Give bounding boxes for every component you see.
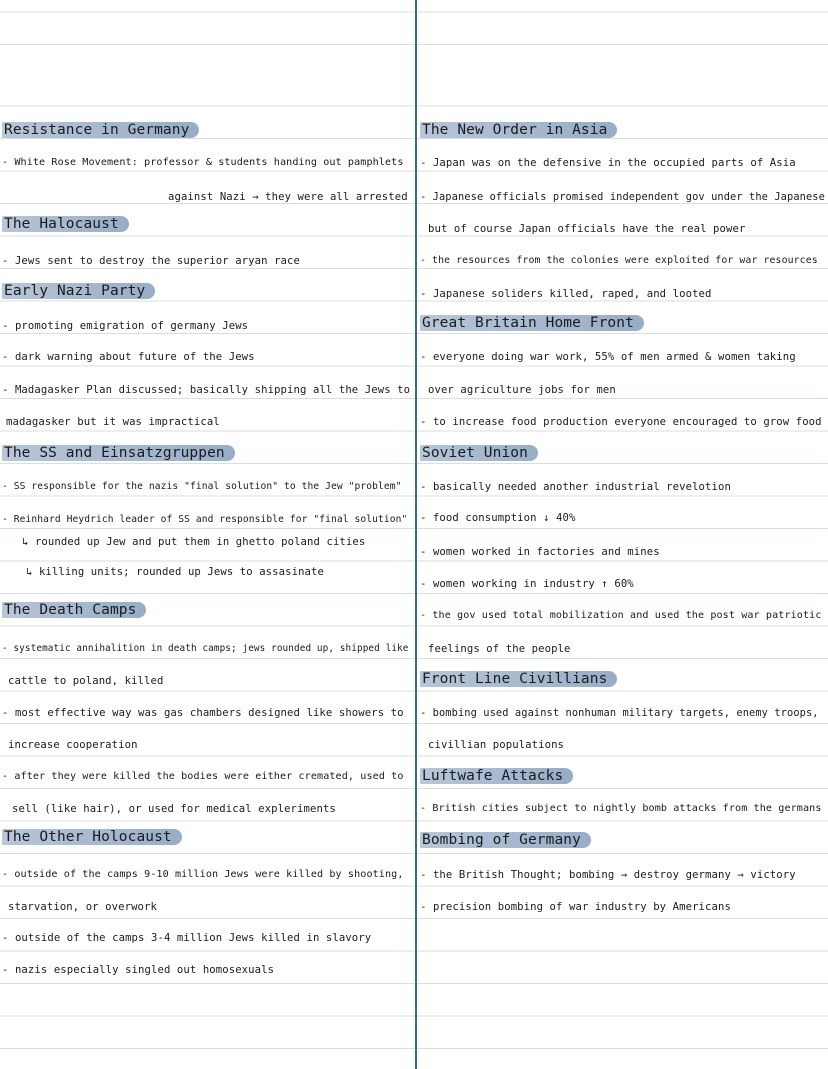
heading-early-nazi-party: Early Nazi Party [2,280,155,302]
note-line: - women working in industry ↑ 60% [420,578,634,590]
heading-the-new-order-in-asia: The New Order in Asia [420,119,617,141]
heading-great-britain-home-front: Great Britain Home Front [420,312,644,334]
note-line: - Japanese officials promised independent gov under the Japanese [420,191,825,203]
note-line: - basically needed another industrial revelotion [420,481,731,493]
note-line: - Reinhard Heydrich leader of SS and responsible for "final solution" [2,514,408,525]
note-line: - White Rose Movement: professor & students handing out pamphlets [2,157,404,168]
note-line: civillian populations [428,739,565,751]
note-line: sell (like hair), or used for medical expleriments [12,803,336,815]
note-line: - the gov used total mobilization and used the post war patriotic [420,610,822,621]
note-line: - to increase food production everyone encouraged to grow food [420,416,822,428]
note-line: - food consumption ↓ 40% [420,512,576,524]
note-line: - outside of the camps 3-4 million Jews killed in slavory [2,932,372,944]
note-line: - promoting emigration of germany Jews [2,320,249,332]
heading-bombing-of-germany: Bombing of Germany [420,829,591,851]
heading-soviet-union: Soviet Union [420,442,538,464]
note-line: over agriculture jobs for men [428,384,616,396]
heading-ss-and-einsatzgruppen: The SS and Einsatzgruppen [2,442,235,464]
note-line: - most effective way was gas chambers designed like showers to [2,707,404,719]
note-line: - women worked in factories and mines [420,546,660,558]
note-line: - bombing used against nonhuman military targets, enemy troops, [420,707,819,719]
heading-resistance-in-germany: Resistance in Germany [2,119,199,141]
note-line: - after they were killed the bodies were either cremated, used to [2,771,404,782]
heading-the-other-holocaust: The Other Holocaust [2,826,182,848]
note-line: - systematic annihalition in death camps; jews rounded up, shipped like [2,643,409,654]
note-line: - SS responsible for the nazis "final solution" to the Jew "problem" [2,481,402,492]
note-line: - British cities subject to nightly bomb attacks from the germans [420,803,822,814]
note-line: - Jews sent to destroy the superior aryan race [2,255,300,267]
note-line: - dark warning about future of the Jews [2,351,255,363]
note-line: cattle to poland, killed [8,675,164,687]
note-line: feelings of the people [428,643,571,655]
note-line: but of course Japan officials have the real power [428,223,746,235]
note-line: - the resources from the colonies were exploited for war resources [420,255,818,266]
heading-luftwafe-attacks: Luftwafe Attacks [420,765,573,787]
heading-the-death-camps: The Death Camps [2,599,146,621]
note-line: - Japanese soliders killed, raped, and looted [420,288,712,300]
note-line: - nazis especially singled out homosexuals [2,964,275,976]
note-line: madagasker but it was impractical [6,416,220,428]
note-line: - Madagasker Plan discussed; basically shipping all the Jews to [2,384,411,396]
note-line: - outside of the camps 9-10 million Jews were killed by shooting, [2,869,404,880]
center-divider-line [415,0,417,1069]
heading-front-line-civillians: Front Line Civillians [420,668,617,690]
note-line: ↳ rounded up Jew and put them in ghetto poland cities [22,536,366,548]
note-line: - the British Thought; bombing → destroy germany → victory [420,869,796,881]
heading-the-halocaust: The Halocaust [2,213,129,235]
note-line: against Nazi → they were all arrested [168,191,408,203]
note-line: increase cooperation [8,739,138,751]
note-line: starvation, or overwork [8,901,157,913]
note-line: - everyone doing war work, 55% of men armed & women taking [420,351,796,363]
note-line: - Japan was on the defensive in the occupied parts of Asia [420,157,796,169]
note-line: ↳ killing units; rounded up Jews to assasinate [26,566,324,578]
note-line: - precision bombing of war industry by Americans [420,901,731,913]
